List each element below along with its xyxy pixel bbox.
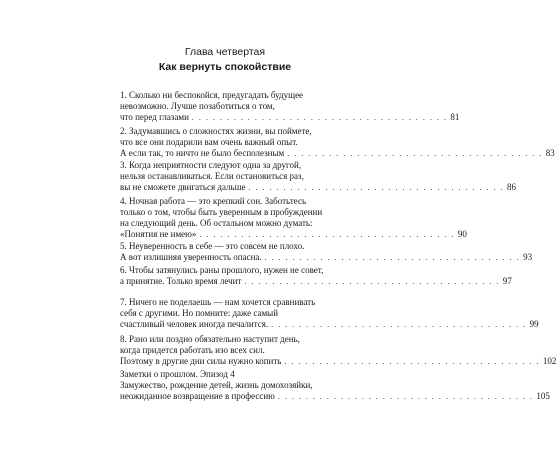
entry-line: 2. Задумавшись о сложностях жизни, вы поймете, — [120, 126, 312, 136]
page-number: 105 — [536, 391, 550, 401]
entry-line: что перед глазами — [120, 112, 189, 122]
entry-line: счастливый человек иногда печалится. — [120, 319, 269, 329]
entry-line: когда придется работать изо всех сил. — [120, 345, 265, 355]
entry-line: что все они подарили вам очень важный опыт. — [120, 137, 298, 147]
entry-line: только о том, чтобы быть уверенным в пробуждении — [120, 207, 323, 217]
entry-line: 4. Ночная работа — это крепкий сон. Заботьтесь — [120, 196, 307, 206]
entry-line: на следующий день. Об остальном можно думать: — [120, 218, 313, 228]
page-number: 93 — [523, 252, 533, 262]
toc-entry — [120, 334, 556, 367]
page-number: 86 — [507, 182, 517, 192]
toc-entry — [120, 90, 460, 123]
dot-leader: . . . . . . . . . . . . . . . . . . . . . . . . . . . . . . . . . . . . . — [264, 253, 521, 262]
entry-line: неожиданное возвращение в профессию — [120, 391, 275, 401]
chapter-label: Глава четвертая — [184, 46, 266, 58]
page-number: 97 — [502, 276, 512, 286]
toc-entry — [120, 241, 533, 263]
entry-line: Заметки о прошлом. Эпизод 4 — [120, 369, 235, 379]
entry-line: 6. Чтобы затянулись раны прошлого, нужен не совет, — [120, 265, 324, 275]
dot-leader: . . . . . . . . . . . . . . . . . . . . . . . . . . . . . . . . . . . . . — [271, 320, 527, 329]
chapter-title: Как вернуть спокойствие — [158, 61, 292, 73]
toc-entry — [120, 369, 550, 402]
dot-leader: . . . . . . . . . . . . . . . . . . . . . . . . . . . . . . . . . . . . . — [244, 277, 500, 286]
entry-line: 7. Ничего не поделаешь — нам хочется сравнивать — [120, 297, 316, 307]
page-number: 81 — [450, 112, 460, 122]
entry-line: себя с другими. Но помните: даже самый — [120, 308, 279, 318]
entry-line: «Понятия не имею» — [120, 229, 197, 239]
toc-entry — [120, 126, 555, 159]
page-number: 90 — [457, 229, 467, 239]
entry-line: 3. Когда неприятности следуют одна за другой, — [120, 160, 302, 170]
page-number: 102 — [542, 356, 556, 366]
toc-entry — [120, 160, 517, 193]
entry-line: Поэтому в другие дни силы нужно копить — [120, 356, 282, 366]
entry-line: 1. Сколько ни беспокойся, предугадать будущее — [120, 90, 304, 100]
entry-line: нельзя останавливаться. Если остановиться раз, — [120, 171, 304, 181]
entry-line: А если так, то ничто не было бесполезным — [120, 148, 285, 158]
entry-line: А вот излишняя уверенность опасна. — [120, 252, 262, 262]
dot-leader: . . . . . . . . . . . . . . . . . . . . . . . . . . . . . . . . . . . . . — [248, 183, 505, 192]
dot-leader: . . . . . . . . . . . . . . . . . . . . . . . . . . . . . . . . . . . . . — [287, 149, 543, 158]
dot-leader: . . . . . . . . . . . . . . . . . . . . . . . . . . . . . . . . . . . . . — [284, 357, 540, 366]
toc-entry — [120, 297, 539, 330]
dot-leader: . . . . . . . . . . . . . . . . . . . . . . . . . . . . . . . . . . . . . — [191, 113, 448, 122]
toc-entry — [120, 196, 467, 240]
toc-entry — [120, 265, 512, 287]
page-number: 99 — [529, 319, 539, 329]
dot-leader: . . . . . . . . . . . . . . . . . . . . . . . . . . . . . . . . . . . . . — [277, 392, 534, 401]
entry-line: 5. Неуверенность в себе — это совсем не плохо. — [120, 241, 305, 251]
entry-line: а принятие. Только время лечит — [120, 276, 242, 286]
entry-line: невозможно. Лучше позаботиться о том, — [120, 101, 275, 111]
entry-line: Замужество, рождение детей, жизнь домохозяйки, — [120, 380, 313, 390]
entry-line: вы не сможете двигаться дальше — [120, 182, 246, 192]
entry-line: 8. Рано или поздно обязательно наступит день, — [120, 334, 300, 344]
page-number: 83 — [545, 148, 555, 158]
dot-leader: . . . . . . . . . . . . . . . . . . . . . . . . . . . . . . . . . . . . . — [199, 230, 455, 239]
